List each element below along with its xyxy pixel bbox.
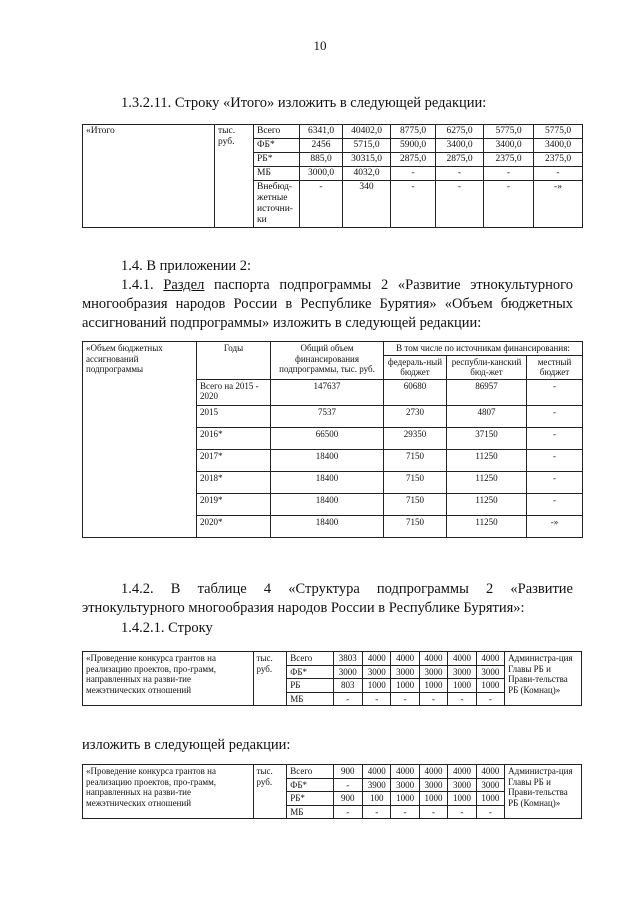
source-cell: ФБ*	[254, 139, 300, 153]
value-cell: -	[476, 692, 504, 706]
value-cell: -	[391, 181, 436, 228]
local-cell: -	[527, 449, 583, 471]
value-cell: 3000	[448, 665, 476, 679]
federal-cell: 7150	[384, 449, 447, 471]
value-cell: 3000	[448, 778, 476, 792]
paragraph-1-4-1-line2: многообразия народов России в Республике Бурятия» «Объем бюджетных	[82, 296, 573, 312]
row-label: «Итого	[83, 125, 215, 228]
republic-cell: 11250	[447, 471, 527, 493]
paragraph-1-4-1-line1: 1.4.1. Раздел паспорта подпрограммы 2 «Развитие этнокультурного	[121, 277, 574, 293]
unit-cell: тыс. руб.	[253, 652, 287, 706]
value-cell: 2456	[300, 139, 343, 153]
value-cell: 1000	[419, 792, 447, 806]
value-cell: 3000	[419, 778, 447, 792]
value-cell: -	[333, 778, 362, 792]
year-cell: 2016*	[197, 427, 271, 449]
federal-cell: 7150	[384, 515, 447, 537]
source-cell: РБ*	[287, 792, 333, 806]
year-cell: Всего на 2015 - 2020	[197, 379, 271, 405]
local-cell: -	[527, 427, 583, 449]
value-cell: 4032,0	[343, 167, 391, 181]
value-cell: 4000	[363, 652, 391, 666]
republic-cell: 11250	[447, 515, 527, 537]
year-cell: 2017*	[197, 449, 271, 471]
value-cell: -	[436, 181, 484, 228]
value-cell: 30315,0	[343, 153, 391, 167]
paragraph-1-4: 1.4. В приложении 2:	[121, 258, 252, 274]
value-cell: 1000	[391, 792, 419, 806]
value-cell: -	[391, 692, 419, 706]
value-cell: 6341,0	[300, 125, 343, 139]
value-cell: -	[419, 692, 447, 706]
header-sources: В том числе по источникам финансирования:	[384, 342, 583, 356]
paragraph-1-4-2-line2: этнокультурного многообразия народов России в Республике Бурятия»:	[82, 600, 525, 616]
value-cell: -	[391, 805, 419, 819]
value-cell: 8775,0	[391, 125, 436, 139]
value-cell: 1000	[476, 792, 504, 806]
value-cell: 6275,0	[436, 125, 484, 139]
value-cell: 3000	[419, 665, 447, 679]
federal-cell: 7150	[384, 493, 447, 515]
unit-cell: тыс. руб.	[253, 765, 287, 819]
value-cell: 2375,0	[484, 153, 534, 167]
value-cell: 2875,0	[436, 153, 484, 167]
total-cell: 18400	[271, 449, 384, 471]
value-cell: 4000	[419, 652, 447, 666]
value-cell: 5715,0	[343, 139, 391, 153]
total-cell: 66500	[271, 427, 384, 449]
value-cell: 4000	[476, 765, 504, 779]
source-cell: МБ	[287, 692, 333, 706]
value-cell: 4000	[391, 652, 419, 666]
value-cell: -	[363, 692, 391, 706]
value-cell: -	[448, 692, 476, 706]
activity-label: «Проведение конкурса грантов на реализацию проектов, про-грамм, направленных на разви-тие межэтнических отношений	[83, 652, 254, 706]
header-total: Общий объем финансирования подпрограммы, тыс. руб.	[271, 342, 384, 380]
total-cell: 18400	[271, 471, 384, 493]
year-cell: 2015	[197, 405, 271, 427]
value-cell: 40402,0	[343, 125, 391, 139]
table-row	[83, 125, 583, 139]
local-cell: -	[527, 471, 583, 493]
value-cell: -	[419, 805, 447, 819]
local-cell: -	[527, 493, 583, 515]
federal-cell: 29350	[384, 427, 447, 449]
value-cell: 3803	[333, 652, 362, 666]
value-cell: -	[391, 167, 436, 181]
value-cell: -	[333, 805, 362, 819]
value-cell: 1000	[448, 792, 476, 806]
header-row	[83, 342, 583, 356]
value-cell: -	[333, 692, 362, 706]
row-label: «Объем бюджетных ассигнований подпрограммы	[83, 342, 197, 538]
value-cell: 3000	[391, 665, 419, 679]
value-cell: 3000	[333, 665, 362, 679]
federal-cell: 60680	[384, 379, 447, 405]
federal-cell: 2730	[384, 405, 447, 427]
source-cell: Всего	[254, 125, 300, 139]
value-cell: 4000	[391, 765, 419, 779]
local-cell: -	[527, 379, 583, 405]
value-cell: 3400,0	[436, 139, 484, 153]
value-cell: -	[363, 805, 391, 819]
source-cell: ФБ*	[287, 778, 333, 792]
table-budget-allocations	[82, 341, 583, 538]
year-cell: 2019*	[197, 493, 271, 515]
value-cell: 5775,0	[534, 125, 583, 139]
federal-cell: 7150	[384, 471, 447, 493]
value-cell: 3000	[391, 778, 419, 792]
value-cell: 3900	[363, 778, 391, 792]
source-cell: Всего	[287, 652, 333, 666]
value-cell: 4000	[476, 652, 504, 666]
link-razdel[interactable]: Раздел	[163, 277, 205, 293]
value-cell: 1000	[419, 679, 447, 693]
value-cell: 3000	[363, 665, 391, 679]
value-cell: 5900,0	[391, 139, 436, 153]
value-cell: 3000	[476, 778, 504, 792]
value-cell: 1000	[448, 679, 476, 693]
source-cell: МБ	[287, 805, 333, 819]
executor-cell: Администра-ция Главы РБ и Прави-тельства РБ (Комнац)»	[505, 765, 582, 819]
source-cell: Внебюд-жетные источни-ки	[254, 181, 300, 228]
local-cell: -»	[527, 515, 583, 537]
value-cell: 885,0	[300, 153, 343, 167]
paragraph-new-edition: изложить в следующей редакции:	[82, 737, 291, 753]
header-republic: республи-канский бюд-жет	[447, 355, 527, 379]
value-cell: 4000	[448, 765, 476, 779]
executor-cell: Администра-ция Главы РБ и Прави-тельства РБ (Комнац)»	[505, 652, 582, 706]
value-cell: 100	[363, 792, 391, 806]
total-cell: 18400	[271, 515, 384, 537]
header-years: Годы	[197, 342, 271, 380]
value-cell: 1000	[391, 679, 419, 693]
source-cell: ФБ*	[287, 665, 333, 679]
page-number: 10	[313, 38, 327, 53]
republic-cell: 37150	[447, 427, 527, 449]
value-cell: 3000	[476, 665, 504, 679]
value-cell: 340	[343, 181, 391, 228]
year-cell: 2020*	[197, 515, 271, 537]
value-cell: 1000	[363, 679, 391, 693]
header-local: местный бюджет	[527, 355, 583, 379]
source-cell: Всего	[287, 765, 333, 779]
value-cell: -	[534, 167, 583, 181]
value-cell: -	[448, 805, 476, 819]
value-cell: -»	[534, 181, 583, 228]
paragraph-1-4-2-1: 1.4.2.1. Строку	[121, 620, 213, 636]
table-row	[83, 652, 582, 666]
value-cell: 900	[333, 765, 362, 779]
republic-cell: 4807	[447, 405, 527, 427]
activity-label: «Проведение конкурса грантов на реализацию проектов, про-грамм, направленных на разви-тие межэтнических отношений	[83, 765, 254, 819]
paragraph-1-4-2-line1: 1.4.2. В таблице 4 «Структура подпрограммы 2 «Развитие	[121, 581, 573, 597]
table-row	[83, 765, 582, 779]
local-cell: -	[527, 405, 583, 427]
header-federal: федераль-ный бюджет	[384, 355, 447, 379]
republic-cell: 11250	[447, 449, 527, 471]
value-cell: -	[476, 805, 504, 819]
value-cell: 3400,0	[484, 139, 534, 153]
value-cell: -	[300, 181, 343, 228]
value-cell: -	[484, 181, 534, 228]
value-cell: 2375,0	[534, 153, 583, 167]
value-cell: 3400,0	[534, 139, 583, 153]
table-itogo	[82, 124, 583, 228]
total-cell: 147637	[271, 379, 384, 405]
value-cell: 3000,0	[300, 167, 343, 181]
value-cell: 2875,0	[391, 153, 436, 167]
source-cell: РБ	[287, 679, 333, 693]
value-cell: 4000	[363, 765, 391, 779]
paragraph-1-4-1-line3: ассигнований подпрограммы» изложить в следующей редакции:	[82, 315, 482, 331]
paragraph-1-3-2-11: 1.3.2.11. Строку «Итого» изложить в следующей редакции:	[121, 95, 487, 111]
value-cell: 900	[333, 792, 362, 806]
value-cell: 1000	[476, 679, 504, 693]
source-cell: РБ*	[254, 153, 300, 167]
value-cell: 5775,0	[484, 125, 534, 139]
table-row-new	[82, 764, 582, 819]
table-row-old	[82, 651, 582, 706]
year-cell: 2018*	[197, 471, 271, 493]
unit-cell: тыс. руб.	[215, 125, 254, 228]
source-cell: МБ	[254, 167, 300, 181]
total-cell: 18400	[271, 493, 384, 515]
republic-cell: 86957	[447, 379, 527, 405]
value-cell: 4000	[419, 765, 447, 779]
value-cell: 4000	[448, 652, 476, 666]
total-cell: 7537	[271, 405, 384, 427]
value-cell: -	[484, 167, 534, 181]
republic-cell: 11250	[447, 493, 527, 515]
value-cell: -	[436, 167, 484, 181]
value-cell: 803	[333, 679, 362, 693]
